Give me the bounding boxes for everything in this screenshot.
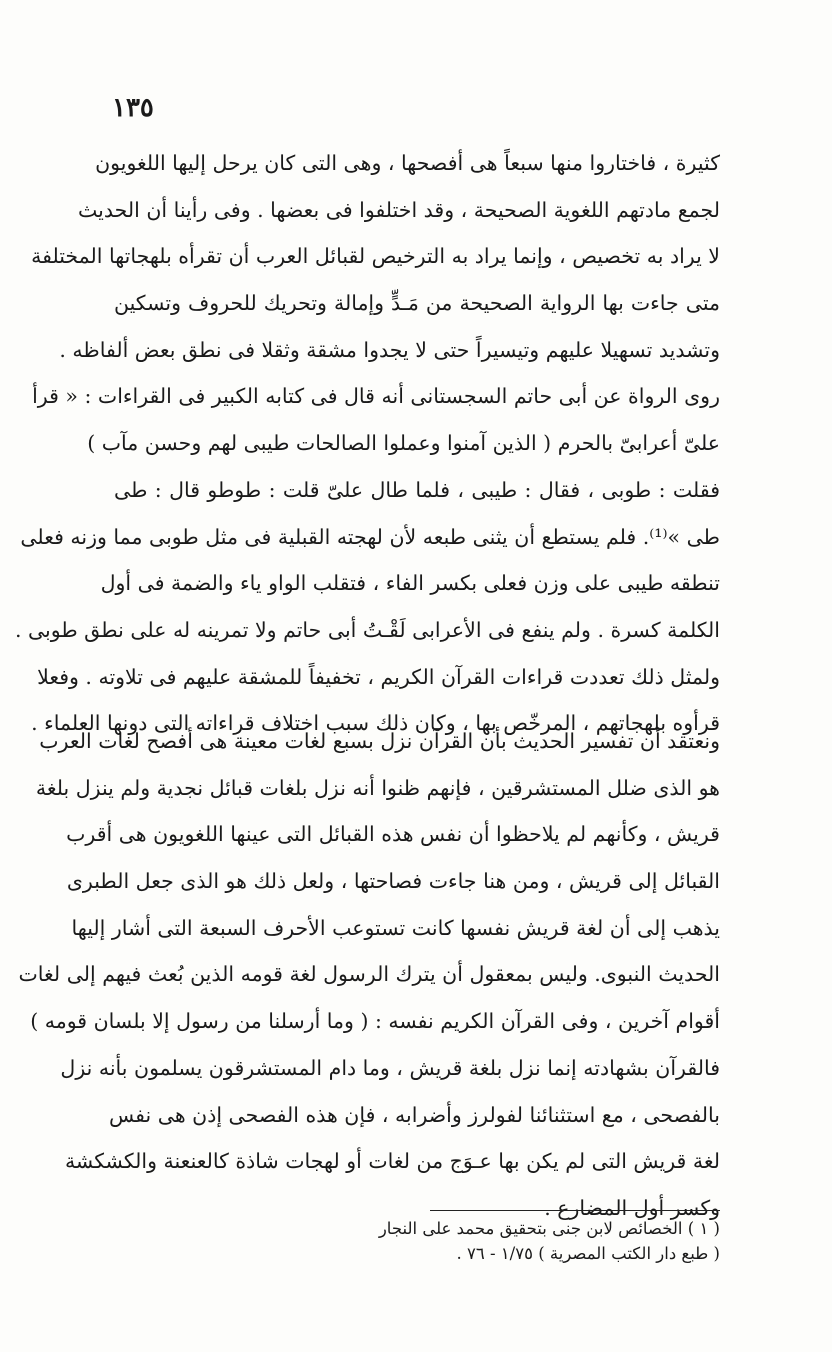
text-line: قريش ، وكأنهم لم يلاحظوا أن نفس هذه القبائل التى عينها اللغويون هى أقرب <box>66 822 720 847</box>
text-line: قرأوه بلهجاتهم ، المرخّص بها ، وكان ذلك سبب اختلاف قراءاته التى دونها العلماء . <box>31 711 720 736</box>
footnote-divider <box>430 1210 720 1211</box>
footnotes <box>300 1216 720 1266</box>
footnote-line: ( طبع دار الكتب المصرية ) ١/٧٥ - ٧٦ . <box>456 1244 720 1263</box>
text-line: كثيرة ، فاختاروا منها سبعاً هى أفصحها ، وهى التى كان يرحل إليها اللغويون <box>95 151 720 175</box>
text-line: فقلت : طوبى ، فقال : طيبى ، فلما طال علىّ قلت : طوطو قال : طى <box>114 477 720 502</box>
text-line: لجمع مادتهم اللغوية الصحيحة ، وقد اختلفوا فى بعضها . وفى رأينا أن الحديث <box>78 197 720 222</box>
text-line: روى الرواة عن أبى حاتم السجستانى أنه قال فى كتابه الكبير فى القراءات : « قرأ <box>32 384 720 409</box>
text-line: بالفصحى ، مع استثنائنا لفولرز وأضرابه ، فإن هذه الفصحى إذن هى نفس <box>109 1102 720 1127</box>
text-line: وتشديد تسهيلا عليهم وتيسيراً حتى لا يجدوا مشقة وثقلا فى نطق بعض ألفاظه . <box>59 337 720 362</box>
text-line: ولمثل ذلك تعددت قراءات القرآن الكريم ، تخفيفاً للمشقة عليهم فى تلاوته . وفعلا <box>37 664 720 689</box>
text-line: ونعتقد أن تفسير الحديث بأن القرآن نزل بسبع لغات معينة هى أفصح لغات العرب <box>39 729 720 753</box>
text-line: تنطقه طيبى على وزن فعلى بكسر الفاء ، فتقلب الواو ياء والضمة فى أول <box>100 571 720 596</box>
text-line: وكسر أول المضارع . <box>544 1195 720 1220</box>
footnote-line: ( ١ ) الخصائص لابن جنى بتحقيق محمد على النجار <box>378 1219 720 1238</box>
text-line: لغة قريش التى لم يكن بها عـوَج من لغات أو لهجات شاذة كالعنعنة والكشكشة <box>64 1149 720 1174</box>
text-line: فالقرآن بشهادته إنما نزل بلغة قريش ، وما دام المستشرقون يسلمون بأنه نزل <box>60 1055 720 1080</box>
page-number: ١٣٥ <box>112 93 154 123</box>
text-line: متى جاءت بها الرواية الصحيحة من مَـدٍّ وإمالة وتحريك للحروف وتسكين <box>114 291 720 316</box>
paragraph-1 <box>14 140 720 747</box>
text-line: الحديث النبوى. وليس بمعقول أن يترك الرسول لغة قومه الذين بُعث فيهم إلى لغات <box>18 962 720 987</box>
text-line: هو الذى ضلل المستشرقين ، فإنهم ظنوا أنه نزل بلغات قبائل نجدية ولم ينزل بلغة <box>35 775 720 800</box>
text-line: أقوام آخرين ، وفى القرآن الكريم نفسه : ( وما أرسلنا من رسول إلا بلسان قومه ) <box>30 1009 720 1034</box>
text-line: طى »⁽¹⁾. فلم يستطع أن يثنى طبعه لأن لهجته القبلية فى مثل طوبى مما وزنه فعلى <box>20 524 720 549</box>
text-line: القبائل إلى قريش ، ومن هنا جاءت فصاحتها ، ولعل ذلك هو الذى جعل الطبرى <box>66 869 720 894</box>
text-line: علىّ أعرابىّ بالحرم ( الذين آمنوا وعملوا الصالحات طيبى لهم وحسن مآب ) <box>87 431 720 456</box>
text-line: يذهب إلى أن لغة قريش نفسها كانت تستوعب الأحرف السبعة التى أشار إليها <box>71 915 720 940</box>
text-line: الكلمة كسرة . ولم ينفع فى الأعرابى لَقْـتُ أبى حاتم ولا تمرينه له على نطق طوبى . <box>14 617 720 642</box>
text-line: لا يراد به تخصيص ، وإنما يراد به الترخيص لقبائل العرب أن تقرأه بلهجاتها المختلفة <box>31 244 720 269</box>
paragraph-2 <box>18 718 720 1232</box>
